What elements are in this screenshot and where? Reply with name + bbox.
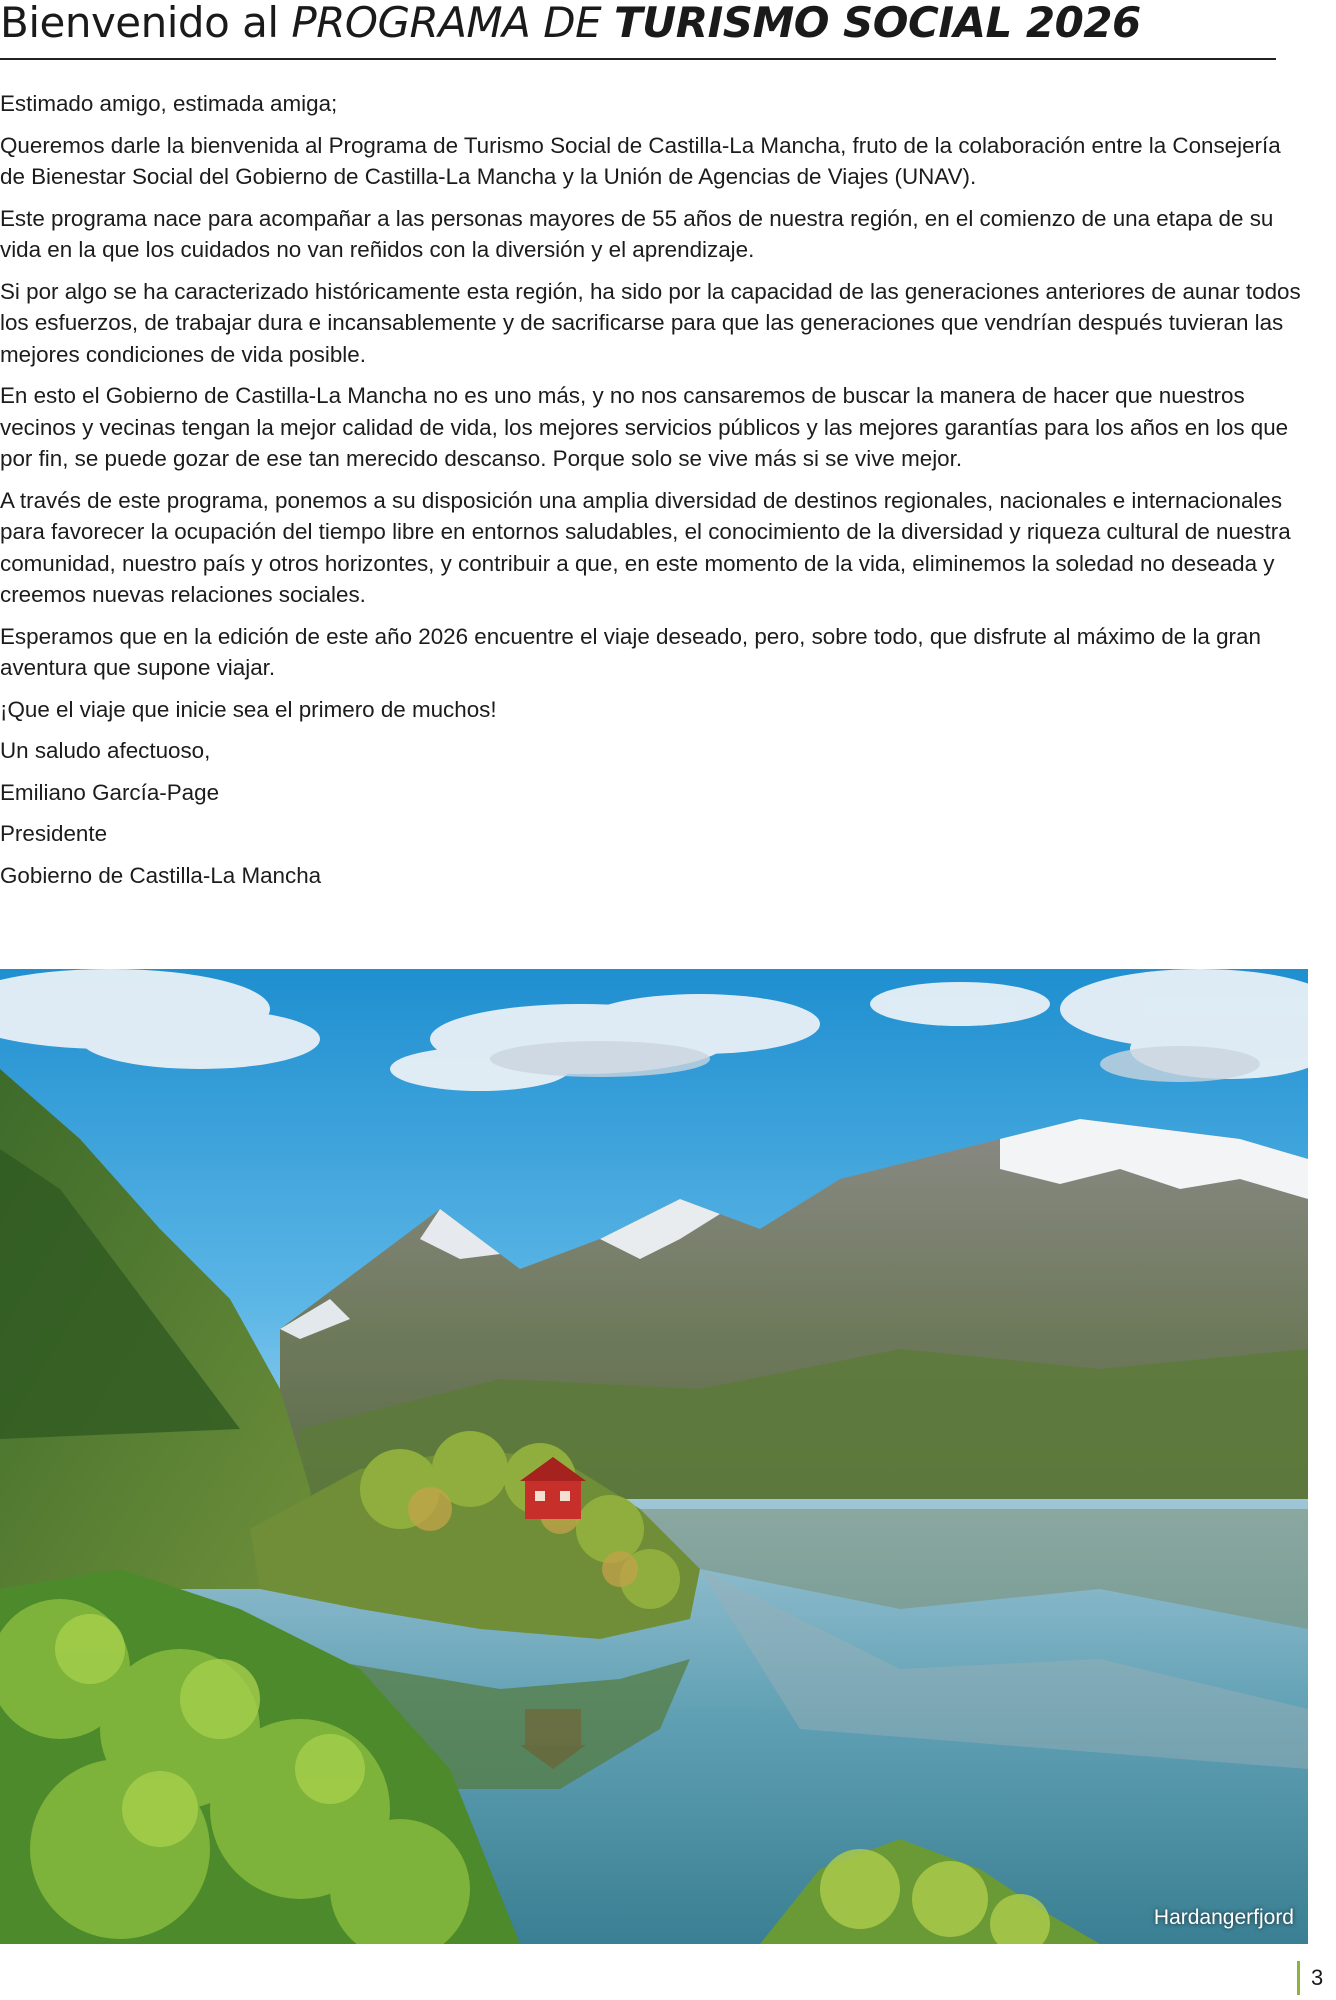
- title-regular: Bienvenido al: [0, 0, 292, 47]
- welcome-letter: [0, 88, 1310, 901]
- title-italic: PROGRAMA DE: [291, 0, 614, 47]
- letter-closing-wish: ¡Que el viaje que inicie sea el primero de muchos!: [0, 696, 497, 722]
- signatory-title: Presidente: [0, 821, 108, 846]
- letter-sign-off: Un saludo afectuoso,: [0, 738, 211, 763]
- signatory-organization: Gobierno de Castilla-La Mancha: [0, 862, 322, 888]
- page-title: [0, 0, 1141, 46]
- photo-caption: Hardangerfjord: [1153, 1906, 1294, 1929]
- letter-paragraph: Si por algo se ha caracterizado históricamente esta región, ha sido por la capacidad de las generaciones anteriores de aunar todos los esfuerzos, de trabajar dura e incansablemente y de sacrificarse para que las generaciones que vendrían después tuvieran las mejores condiciones de vida posible.: [0, 278, 1301, 367]
- fjord-landscape-photo: [0, 969, 1308, 1944]
- page-header: [0, 0, 1276, 60]
- letter-paragraph: Esperamos que en la edición de este año 2026 encuentre el viaje deseado, pero, sobre todo, que disfrute al máximo de la gran aventura que supone viajar.: [0, 623, 1261, 680]
- letter-paragraph: Este programa nace para acompañar a las personas mayores de 55 años de nuestra región, en el comienzo de una etapa de su vida en la que los cuidados no van reñidos con la diversión y el aprendizaje.: [0, 205, 1274, 262]
- letter-paragraph: En esto el Gobierno de Castilla-La Mancha no es uno más, y no nos cansaremos de buscar la manera de hacer que nuestros vecinos y vecinas tengan la mejor calidad de vida, los mejores servicios públicos y las mejores garantías para los años en los que por fin, se puede gozar de ese tan merecido descanso. Porque solo se vive más si se vive mejor.: [0, 383, 1289, 471]
- letter-paragraph: Queremos darle la bienvenida al Programa de Turismo Social de Castilla-La Mancha, fruto de la colaboración entre la Consejería de Bienestar Social del Gobierno de Castilla-La Mancha y la Unión de Agencias de Viajes (UNAV).: [0, 132, 1281, 189]
- signatory-name: Emiliano García-Page: [0, 779, 220, 805]
- page-number: 3: [1311, 1965, 1324, 1990]
- letter-paragraph: A través de este programa, ponemos a su disposición una amplia diversidad de destinos regionales, nacionales e internacionales para favorecer la ocupación del tiempo libre en entornos saludables, el conocimiento de la diversidad y riqueza cultural de nuestra comunidad, nuestro país y otros horizontes, y contribuir a que, en este momento de la vida, eliminemos la soledad no deseada y creemos nuevas relaciones sociales.: [0, 487, 1291, 607]
- title-bold: TURISMO SOCIAL 2026: [613, 0, 1141, 47]
- letter-greeting: Estimado amigo, estimada amiga;: [0, 91, 338, 116]
- page-number-accent-bar: [1297, 1961, 1300, 1995]
